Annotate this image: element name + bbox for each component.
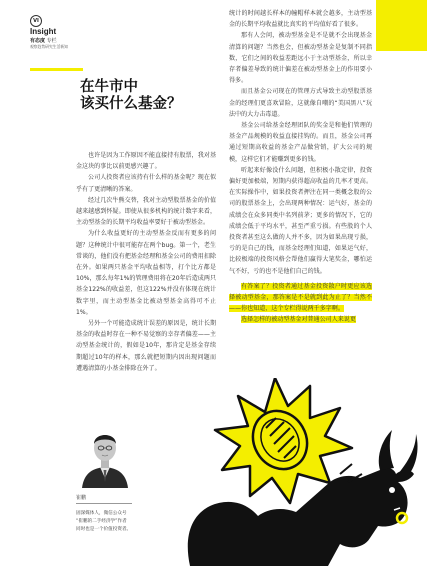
paragraph: 那有人会问，被动型基金是不是就不会出现基金清算的问题？当然也会，但被动型基金是复制不同指数，它们之间的收益差距远小于主动型基金，所以幸存者偏差导致的统计偏差在被动型基金上的作用要小得多。 xyxy=(229,32,372,85)
column-section xyxy=(30,37,57,44)
paragraph: 为什么收益更好的主动型基金反而有更多的问题？这种统计中很可能存在两个bug。第一个，老生常谈的，他们没有把基金经理和基金公司的费用扣除在外。如果两只基金平均收益相等，打个比方都是10%，那么每年1%的管理费用将在20年后造成两只基金122%的收益差，但这122%并没有体现在统计数字里，而主动型基金比被动型基金高得可不止1%。 xyxy=(76,230,216,316)
paragraph: 统计的时间越长样本的幢帽样本就会越多，主动型基金的长期平均收益就比真实的平均值好看了很多。 xyxy=(229,10,372,29)
author-bio-line: 固深媒体人，微信公众号 xyxy=(76,511,127,516)
paragraph: 听起来好像没什么问题，但积极小散定律，投资偏好更加极端，短期内获得超高收益的几率才更高。在实际操作中，如果投资者押注在同一类概念股的公司的股票基金上，会出现两种情况：运气好，基金的成绩会在众多同类中名列前茅；更多的情况下，它的成绩会低于平均水平，甚至严重亏损。有些股的个人投资者甚至这么做的人并不多，因为如果出现亏损，亏的是自己的钱，而基金经理们知道，如果运气好，比较极端的投资风格会帮他们赢得大笔奖金，哪怕运气不好，亏的也不是他们自己的钱。 xyxy=(229,166,372,275)
author-divider xyxy=(76,503,132,504)
author-name: 崔鹏 xyxy=(76,495,87,501)
section-name: 有态度 xyxy=(30,38,46,44)
author-photo xyxy=(76,420,134,488)
badge-circle-icon: VI xyxy=(30,15,42,27)
paragraph-highlighted xyxy=(229,314,372,325)
right-column xyxy=(229,8,372,326)
paragraph: 公司人投资者应该持有什么样的基金呢？现在似乎有了更清晰的答案。 xyxy=(76,174,216,193)
highlighted-text: 有答案了？投资者通过基金投资散户时更应该选择被动型基金，那答案是不是就到此为止了？当然不——你也知道，这个专栏得说两千多字啊。 xyxy=(229,282,372,313)
author-bio-line: “崔鹏的二手经济学”作者 xyxy=(76,519,127,524)
paragraph: 基金公司给基金经理团队的奖金是和他们管理的基金产品规模的收益直接挂钩的。而且，基金公司再通过短期高收益的基金产品做营销，扩大公司的规模，这样它们才能赚到更多的钱。 xyxy=(229,122,372,163)
column-title: Insight xyxy=(30,27,57,36)
paragraph: 经过几次牛熊交替，我对主动型股票基金的价值越来越感到怀疑。即使从很多机构的统计数字来看，主动型基金的长期平均收益率要好于被动型基金。 xyxy=(76,196,216,227)
author-bio-line: 同时也是一个价值投资者。 xyxy=(76,527,132,532)
headline xyxy=(80,79,210,113)
paragraph: 也许是因为工作原因不能直接持有股票，我对基金这块的事比以前更感兴趣了。 xyxy=(76,152,216,171)
paragraph: 而且基金公司现在的管理方式导致主动型股票基金的经理们更喜欢冒险，这就像自嘲的“美国黑八”玩法中的大力击毒道。 xyxy=(229,88,372,118)
section-suffix: 专栏 xyxy=(46,38,57,44)
headline-line-2: 该买什么基金？ xyxy=(80,96,182,112)
headline-line-1: 在牛市中 xyxy=(80,79,138,95)
paragraph-highlighted xyxy=(229,281,372,315)
paragraph: 另外一个可能造成统计误差的原因是，统计长期基金的收益时存在一种不易觉察的幸存者偏差——主动型基金统计的，假如是10年，那肯定是基金存续期超过10年的样本，那么就把短期内因出现问题而遭遇清算的小基金排除在外了。 xyxy=(76,320,216,372)
bull-coin-illustration xyxy=(180,378,420,566)
column-description: 观察趋势研究生活新知 xyxy=(30,44,68,49)
author-bio xyxy=(76,510,146,534)
yellow-rule-right xyxy=(376,49,427,51)
highlighted-text: 选择怎样的被动型基金对普通公司人来说更 xyxy=(241,316,356,324)
yellow-rule-left xyxy=(30,68,83,71)
left-column xyxy=(76,150,216,374)
yellow-block-top-right xyxy=(376,0,427,49)
